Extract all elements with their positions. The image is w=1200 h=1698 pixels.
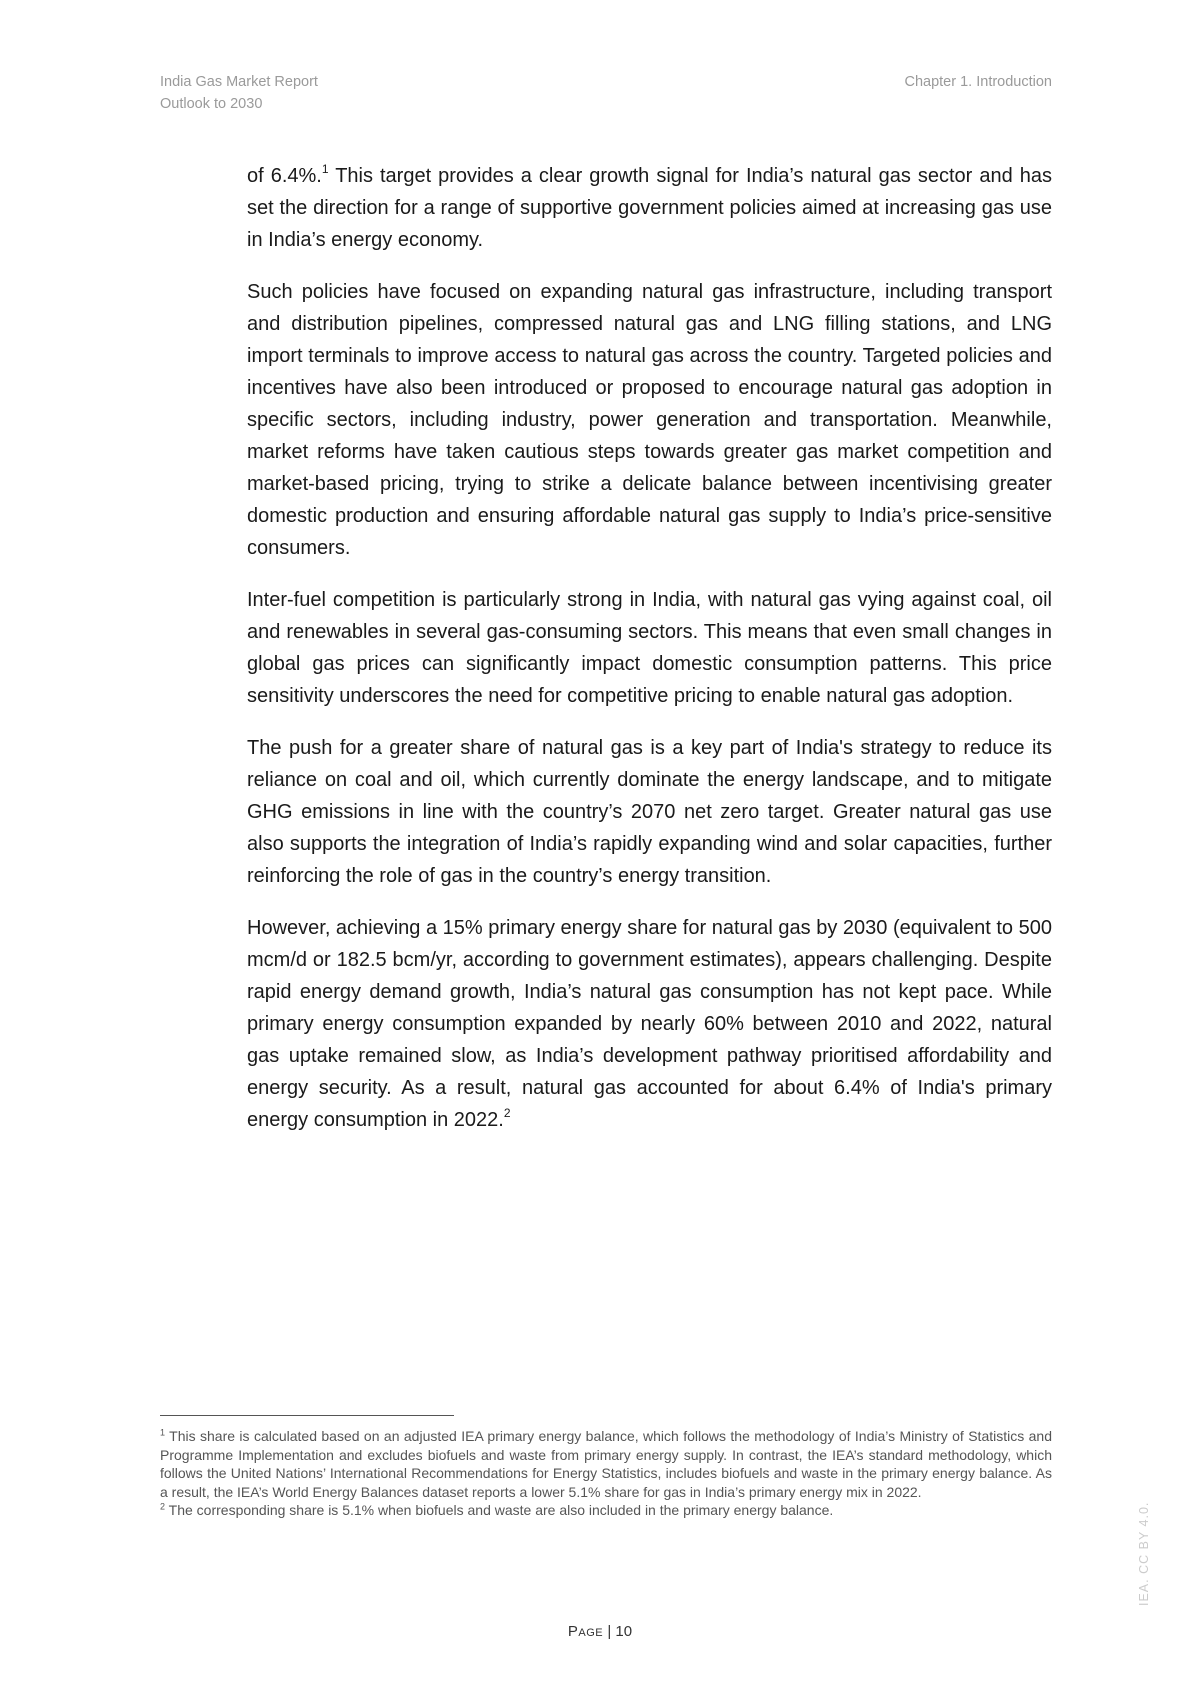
paragraph-4: The push for a greater share of natural gas is a key part of India's strategy to reduce its reliance on coal and oil, which currently dominate the energy landscape, and to mitigate GHG emissions in line with the country’s 2070 net zero target. Greater natural gas use also supports the integration of India’s rapidly expanding wind and solar capacities, further reinforcing the role of gas in the country’s energy transition. xyxy=(247,737,1052,887)
license-notice: IEA. CC BY 4.0. xyxy=(1137,1501,1151,1606)
paragraph-1 xyxy=(247,160,1052,256)
report-subtitle: Outlook to 2030 xyxy=(160,96,263,112)
report-title: India Gas Market Report xyxy=(160,74,318,90)
footnote-divider xyxy=(160,1415,454,1416)
footnote-ref-1[interactable]: 1 xyxy=(321,162,329,177)
paragraph-5 xyxy=(247,912,1052,1136)
footnotes xyxy=(160,1427,1052,1520)
paragraph-3: Inter-fuel competition is particularly strong in India, with natural gas vying against coal, oil and renewables in several gas-consuming sectors. This means that even small changes in global gas prices can significantly impact domestic consumption patterns. This price sensitivity underscores the need for competitive pricing to enable natural gas adoption. xyxy=(247,589,1052,707)
footnote-2-text: The corresponding share is 5.1% when biofuels and waste are also included in the primary energy balance. xyxy=(165,1502,834,1518)
paragraph-1-rest: This target provides a clear growth signal for India’s natural gas sector and has set the direction for a range of supportive government policies aimed at increasing gas use in India’s energy economy. xyxy=(247,165,1052,251)
footnote-2 xyxy=(160,1501,1052,1520)
paragraph-5-text: However, achieving a 15% primary energy share for natural gas by 2030 (equivalent to 500 mcm/d or 182.5 bcm/yr, according to government estimates), appears challenging. Despite rapid energy demand growth, India’s natural gas consumption has not kept pace. While primary energy consumption expanded by nearly 60% between 2010 and 2022, natural gas uptake remained slow, as India’s development pathway prioritised affordability and energy security. As a result, natural gas accounted for about 6.4% of India's primary energy consumption in 2022. xyxy=(247,917,1052,1131)
footnote-ref-2[interactable]: 2 xyxy=(503,1106,511,1121)
footnote-1 xyxy=(160,1427,1052,1501)
page-label: Page xyxy=(567,1623,604,1640)
paragraph-2: Such policies have focused on expanding natural gas infrastructure, including transport and distribution pipelines, compressed natural gas and LNG filling stations, and LNG import terminals to improve access to natural gas across the country. Targeted policies and incentives have also been introduced or proposed to encourage natural gas adoption in specific sectors, including industry, power generation and transportation. Meanwhile, market reforms have taken cautious steps towards greater gas market competition and market-based pricing, trying to strike a delicate balance between incentivising greater domestic production and ensuring affordable natural gas supply to India’s price-sensitive consumers. xyxy=(247,281,1052,559)
chapter-title: Chapter 1. Introduction xyxy=(904,74,1052,90)
body-text xyxy=(247,160,1052,1156)
page-number: 10 xyxy=(615,1623,633,1640)
footnote-2-number: 2 xyxy=(160,1501,166,1512)
page-separator: | xyxy=(603,1623,616,1640)
footnote-1-text: This share is calculated based on an adjusted IEA primary energy balance, which follows the methodology of India’s Ministry of Statistics and Programme Implementation and excludes biofuels and waste from primary energy supply. In contrast, the IEA’s standard methodology, which follows the United Nations’ International Recommendations for Energy Statistics, includes biofuels and waste in the primary energy balance. As a result, the IEA’s World Energy Balances dataset reports a lower 5.1% share for gas in India’s primary energy mix in 2022. xyxy=(160,1428,1052,1500)
report-title-block xyxy=(160,71,318,115)
page-footer xyxy=(0,1622,1200,1642)
paragraph-1-lead: of 6.4%. xyxy=(247,165,322,187)
footnote-1-number: 1 xyxy=(160,1427,166,1438)
